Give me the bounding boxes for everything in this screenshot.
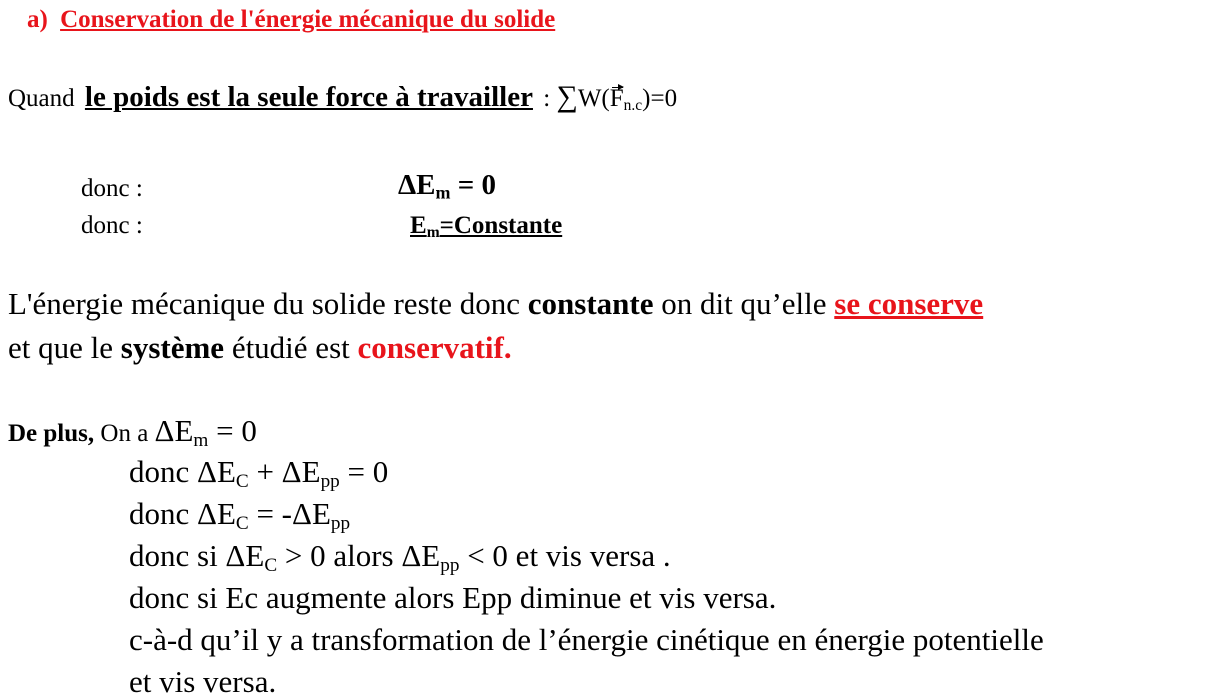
force-vector: F xyxy=(609,85,624,112)
conservation-paragraph-line-2: et que le système étudié est conservatif. xyxy=(8,330,512,365)
condition-line xyxy=(8,80,677,114)
sum-symbol: ∑ xyxy=(556,80,578,113)
derivation-line-6: et vis versa. xyxy=(129,664,277,699)
conserve-highlight: se conserve xyxy=(834,286,984,321)
moreover-lead: De plus, xyxy=(8,420,95,447)
force-subscript: n.c xyxy=(623,96,643,114)
derivation-line-2: donc $\Delta E_C = -\Delta E_{pp}$ xyxy=(129,496,351,534)
section-heading xyxy=(27,6,555,34)
result-label-1: donc : xyxy=(81,175,143,202)
result-equation-1: $\Delta E_m = 0$ xyxy=(398,169,497,203)
section-title: Conservation de l'énergie mécanique du solide xyxy=(60,6,556,33)
work-text: W( xyxy=(577,85,610,112)
condition-colon: : xyxy=(543,85,551,112)
result-label-2: donc : xyxy=(81,212,143,239)
derivation-line-5: c-à-d qu’il y a transformation de l’énergie cinétique en énergie potentielle xyxy=(129,622,1044,657)
conservatif-highlight: conservatif. xyxy=(357,330,512,365)
section-marker: a) xyxy=(27,6,48,33)
conservation-paragraph-line-1: L'énergie mécanique du solide reste donc constante on dit qu’elle se conserve xyxy=(8,286,984,321)
result-equation-2: $E_m=Constante$ xyxy=(410,212,563,241)
derivation-line-1: donc $\Delta E_C + \Delta E_{pp} = 0$ xyxy=(129,454,389,492)
derivation-line-3: donc si $\Delta E_C > 0$ alors $\Delta E_{pp} < 0$ et vis versa . xyxy=(129,538,671,576)
condition-prefix: Quand xyxy=(8,85,75,112)
equals-zero: )=0 xyxy=(642,85,678,112)
moreover-line: De plus, On a $\Delta E_m = 0$ xyxy=(8,413,257,451)
derivation-line-4: donc si Ec augmente alors Epp diminue et vis versa. xyxy=(129,580,777,615)
condition-emphasis: le poids est la seule force à travailler xyxy=(84,81,533,113)
